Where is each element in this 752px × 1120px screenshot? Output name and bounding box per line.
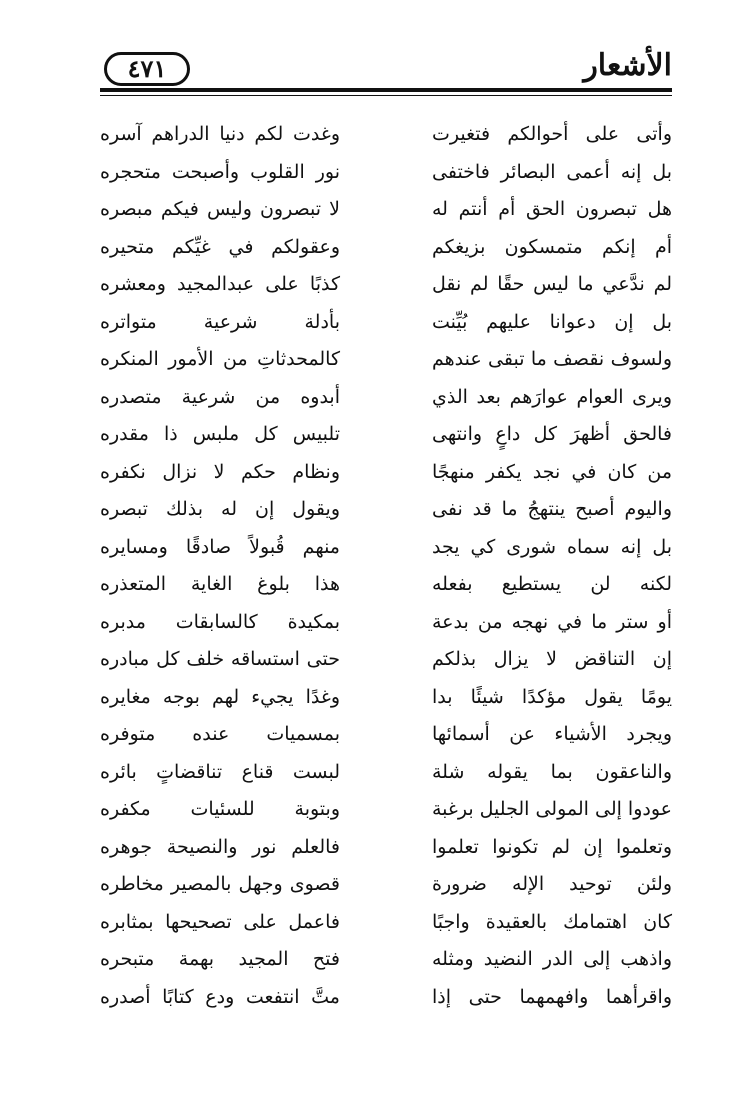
- verse-first-hemistich: ويرى العوام عوارَهم بعد الذي: [432, 385, 672, 408]
- verse-second-hemistich: لا تبصرون وليس فيكم مبصره: [100, 198, 340, 220]
- verse-line: [100, 756, 672, 794]
- verse-second-hemistich: كذبًا على عبدالمجيد ومعشره: [100, 273, 340, 295]
- verse-line: [100, 606, 672, 644]
- verse-line: [100, 456, 672, 494]
- header-rule-thin: [100, 95, 672, 96]
- verse-second-hemistich: فالعلم نور والنصيحة جوهره: [100, 835, 340, 858]
- verse-first-hemistich: ولسوف نقصف ما تبقى عندهم: [432, 348, 672, 370]
- verse-first-hemistich: عودوا إلى المولى الجليل برغبة: [432, 798, 672, 820]
- verse-first-hemistich: واقرأهما وافهمهما حتى إذا: [432, 985, 672, 1008]
- page-number: ٤٧١: [104, 52, 190, 86]
- verse-line: [100, 943, 672, 981]
- verse-second-hemistich: كالمحدثاتِ من الأمور المنكره: [100, 348, 340, 370]
- verse-first-hemistich: فالحق أظهرَ كل داعٍ وانتهى: [432, 423, 672, 445]
- verse-first-hemistich: وأتى على أحوالكم فتغيرت: [432, 123, 672, 145]
- verse-line: [100, 418, 672, 456]
- verse-line: [100, 981, 672, 1019]
- verse-second-hemistich: وبتوبة للسئيات مكفره: [100, 798, 340, 820]
- verse-line: [100, 681, 672, 719]
- page-title: الأشعار: [583, 48, 672, 83]
- verse-line: [100, 193, 672, 231]
- verse-second-hemistich: متَّ انتفعت ودع كتابًا أصدره: [100, 985, 340, 1008]
- verse-line: [100, 568, 672, 606]
- verse-second-hemistich: بمسميات عنده متوفره: [100, 723, 340, 745]
- verse-second-hemistich: ويقول إن له بذلك تبصره: [100, 498, 340, 520]
- verse-second-hemistich: حتى استساقه خلف كل مبادره: [100, 648, 340, 670]
- verse-first-hemistich: لم ندَّعي ما ليس حقًا لم نقل: [432, 273, 672, 295]
- verse-line: [100, 156, 672, 194]
- verse-first-hemistich: إن التناقض لا يزال بذلكم: [432, 648, 672, 670]
- verse-line: [100, 643, 672, 681]
- verse-second-hemistich: وغدت لكم دنيا الدراهم آسره: [100, 123, 340, 145]
- verse-first-hemistich: أم إنكم متمسكون بزيغكم: [432, 235, 672, 258]
- verse-first-hemistich: والناعقون بما يقوله شلة: [432, 760, 672, 783]
- verse-first-hemistich: ولئن توحيد الإله ضرورة: [432, 873, 672, 895]
- verse-second-hemistich: أبدوه من شرعية متصدره: [100, 385, 340, 408]
- verse-line: [100, 306, 672, 344]
- verse-second-hemistich: لبست قناع تناقضاتٍ بائره: [100, 760, 340, 783]
- verse-line: [100, 793, 672, 831]
- verse-second-hemistich: تلبيس كل ملبس ذا مقدره: [100, 423, 340, 445]
- verse-line: [100, 906, 672, 944]
- verse-line: [100, 531, 672, 569]
- verse-second-hemistich: نور القلوب وأصبحت متحجره: [100, 160, 340, 183]
- verse-line: [100, 343, 672, 381]
- verse-line: [100, 718, 672, 756]
- verse-second-hemistich: وغدًا يجيء لهم بوجه مغايره: [100, 685, 340, 708]
- verse-first-hemistich: بل إن دعوانا عليهم بُيِّنت: [432, 310, 672, 333]
- page-header: [100, 44, 672, 104]
- poem-body: [100, 118, 672, 1018]
- verse-second-hemistich: قصوى وجهل بالمصير مخاطره: [100, 873, 340, 895]
- verse-first-hemistich: وتعلموا إن لم تكونوا تعلموا: [432, 835, 672, 858]
- verse-second-hemistich: منهم قُبولاً صادقًا ومسايره: [100, 535, 340, 558]
- verse-second-hemistich: فاعمل على تصحيحها بمثابره: [100, 910, 340, 933]
- header-rule: [100, 88, 672, 92]
- verse-first-hemistich: كان اهتمامك بالعقيدة واجبًا: [432, 910, 672, 933]
- verse-second-hemistich: بأدلة شرعية متواتره: [100, 310, 340, 333]
- verse-line: [100, 231, 672, 269]
- verse-first-hemistich: هل تبصرون الحق أم أنتم له: [432, 198, 672, 220]
- verse-second-hemistich: وعقولكم في غيِّكم متحيره: [100, 235, 340, 258]
- verse-first-hemistich: ويجرد الأشياء عن أسمائها: [432, 723, 672, 745]
- verse-second-hemistich: بمكيدة كالسابقات مدبره: [100, 610, 340, 633]
- verse-second-hemistich: فتح المجيد بهمة متبحره: [100, 948, 340, 970]
- verse-first-hemistich: بل إنه أعمى البصائر فاختفى: [432, 160, 672, 183]
- verse-first-hemistich: من كان في نجد يكفر منهجًا: [432, 460, 672, 483]
- verse-first-hemistich: بل إنه سماه شورى كي يجد: [432, 535, 672, 558]
- verse-first-hemistich: يومًا يقول مؤكدًا شيئًا بدا: [432, 685, 672, 708]
- verse-line: [100, 868, 672, 906]
- verse-first-hemistich: واذهب إلى الدر النضيد ومثله: [432, 948, 672, 970]
- verse-line: [100, 268, 672, 306]
- verse-first-hemistich: أو ستر ما في نهجه من بدعة: [432, 610, 672, 633]
- verse-first-hemistich: لكنه لن يستطيع بفعله: [432, 573, 672, 595]
- verse-line: [100, 831, 672, 869]
- verse-line: [100, 118, 672, 156]
- verse-line: [100, 493, 672, 531]
- verse-second-hemistich: هذا بلوغ الغاية المتعذره: [100, 573, 340, 595]
- verse-line: [100, 381, 672, 419]
- verse-second-hemistich: ونظام حكم لا نزال نكفره: [100, 460, 340, 483]
- verse-first-hemistich: واليوم أصبح ينتهجُ ما قد نفى: [432, 498, 672, 520]
